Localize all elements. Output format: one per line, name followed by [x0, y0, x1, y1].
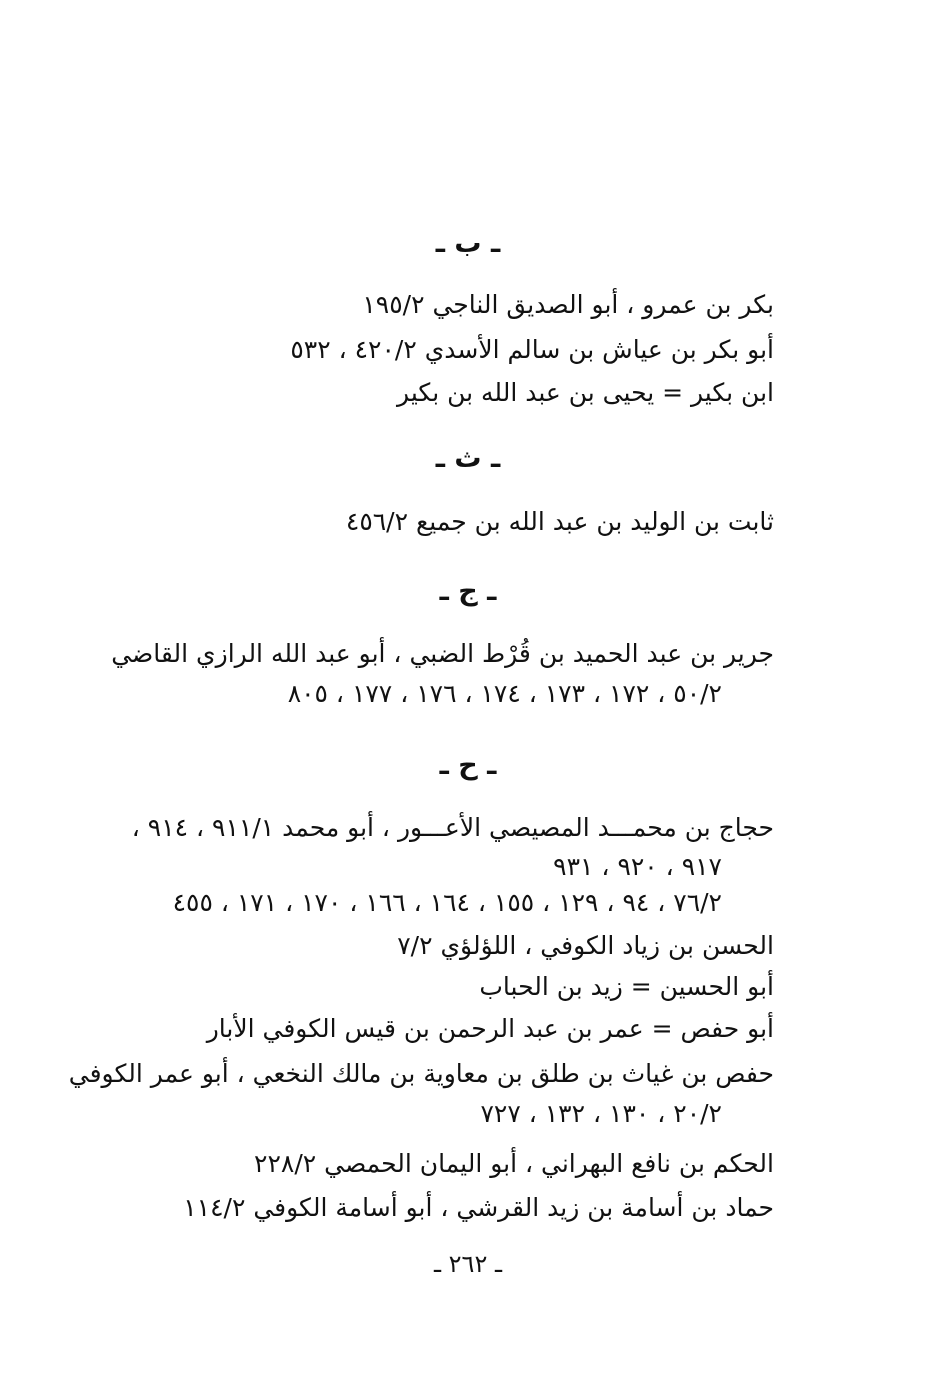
entry-line: حجاج بن محمـــد المصيصي الأعـــور ، أبو محمد ٩١١/١ ، ٩١٤ ، — [131, 813, 774, 842]
entry-line: بكر بن عمرو ، أبو الصديق الناجي ١٩٥/٢ — [362, 290, 774, 319]
entry-line: الحكم بن نافع البهراني ، أبو اليمان الحمصي ٢٢٨/٢ — [254, 1149, 774, 1178]
entry-line: الحسن بن زياد الكوفي ، اللؤلؤي ٧/٢ — [397, 931, 774, 960]
section-heading-tha: ـ ث ـ — [435, 443, 501, 474]
entry-line: حماد بن أسامة بن زيد القرشي ، أبو أسامة الكوفي ١١٤/٢ — [183, 1193, 774, 1222]
section-heading-ha: ـ ح ـ — [439, 750, 497, 781]
section-heading-jim: ـ ج ـ — [439, 576, 497, 607]
entry-line: ثابت بن الوليد بن عبد الله بن جميع ٤٥٦/٢ — [345, 507, 774, 536]
entry-continuation: ٥٠/٢ ، ١٧٢ ، ١٧٣ ، ١٧٤ ، ١٧٦ ، ١٧٧ ، ٨٠٥ — [287, 679, 722, 708]
entry-continuation: ٧٦/٢ ، ٩٤ ، ١٢٩ ، ١٥٥ ، ١٦٤ ، ١٦٦ ، ١٧٠ ، ١٧١ ، ٤٥٥ — [172, 888, 722, 917]
entry-line: أبو الحسين = زيد بن الحباب — [479, 972, 774, 1001]
page-number: ـ ٢٦٢ ـ — [433, 1250, 502, 1278]
entry-line: أبو بكر بن عياش بن سالم الأسدي ٤٢٠/٢ ، ٥٣٢ — [290, 335, 774, 364]
entry-continuation: ٩١٧ ، ٩٢٠ ، ٩٣١ — [553, 852, 722, 881]
section-heading-ba: ـ ب ـ — [435, 228, 501, 259]
entry-line: حفص بن غياث بن طلق بن معاوية بن مالك النخعي ، أبو عمر الكوفي — [68, 1059, 774, 1088]
entry-line: أبو حفص = عمر بن عبد الرحمن بن قيس الكوفي الأبار — [206, 1014, 774, 1043]
entry-line: ابن بكير = يحيى بن عبد الله بن بكير — [397, 378, 774, 407]
entry-line: جرير بن عبد الحميد بن قُرْط الضبي ، أبو عبد الله الرازي القاضي — [111, 639, 774, 668]
entry-continuation: ٢٠/٢ ، ١٣٠ ، ١٣٢ ، ٧٢٧ — [480, 1099, 722, 1128]
